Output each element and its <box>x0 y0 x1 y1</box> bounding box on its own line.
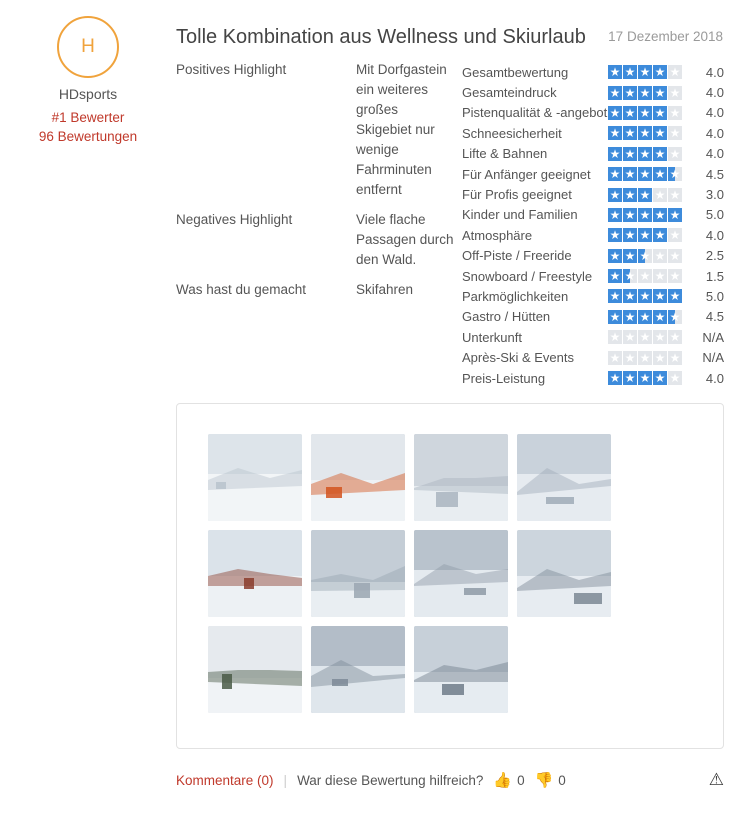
highlight-label: Positives Highlight <box>176 62 287 77</box>
photo-grid <box>208 434 660 713</box>
star-icon: ★ <box>639 85 651 100</box>
star-icon: ★ <box>654 187 666 202</box>
highlight-row <box>176 60 456 200</box>
star-icon: ★ <box>624 248 636 263</box>
review-author <box>0 0 176 146</box>
rating-label: Lifte & Bahnen <box>462 146 548 162</box>
rating-value: 4.5 <box>705 309 724 325</box>
rating-row <box>462 123 724 143</box>
star-icon: ★ <box>669 105 681 120</box>
gallery-photo[interactable] <box>208 434 302 521</box>
star-icon: ★ <box>669 126 681 141</box>
rating-label: Preis-Leistung <box>462 370 546 386</box>
star-icon: ★ <box>654 289 666 304</box>
star-icon: ★ <box>609 126 621 141</box>
star-icon: ★ <box>669 289 681 304</box>
gallery-photo[interactable] <box>311 626 405 713</box>
star-icon: ★ <box>624 105 636 120</box>
rating-label: Unterkunft <box>462 329 522 345</box>
star-icon: ★ <box>669 65 681 80</box>
star-icon: ★ <box>654 248 666 263</box>
rating-value: 4.0 <box>705 146 724 162</box>
star-icon: ★ <box>669 309 681 324</box>
star-icon: ★ <box>639 371 651 386</box>
star-icon: ★ <box>624 167 636 182</box>
rating-value: 4.0 <box>705 105 724 121</box>
star-icon: ★ <box>609 65 621 80</box>
star-icon: ★ <box>609 309 621 324</box>
star-rating <box>608 289 686 303</box>
gallery-photo[interactable] <box>414 626 508 713</box>
rating-row <box>462 266 724 286</box>
star-icon: ★ <box>669 330 681 345</box>
report-icon[interactable]: ⚠ <box>708 770 724 789</box>
star-icon: ★ <box>624 146 636 161</box>
star-icon: ★ <box>669 269 681 284</box>
star-icon: ★ <box>609 289 621 304</box>
rating-row <box>462 205 724 225</box>
rating-value: 4.0 <box>705 85 724 101</box>
rating-label: Après-Ski & Events <box>462 350 574 366</box>
star-icon: ★ <box>609 350 621 365</box>
star-rating <box>608 310 686 324</box>
star-icon: ★ <box>624 289 636 304</box>
rating-row <box>462 103 724 123</box>
star-rating <box>608 167 686 181</box>
thumbs-down-icon[interactable]: 👎 <box>534 772 554 789</box>
star-icon: ★ <box>669 146 681 161</box>
star-icon: ★ <box>639 207 651 222</box>
star-icon: ★ <box>639 146 651 161</box>
rating-value: 4.0 <box>705 370 724 386</box>
star-icon: ★ <box>654 126 666 141</box>
rating-label: Pistenqualität & -angebot <box>462 105 608 121</box>
rating-row <box>462 246 724 266</box>
star-icon: ★ <box>639 65 651 80</box>
rating-value: 4.5 <box>705 166 724 182</box>
star-icon: ★ <box>609 269 621 284</box>
star-rating <box>608 351 686 365</box>
highlight-value: Mit Dorfgastein ein weiteres großes Skigebiet nur wenige Fahrminuten entfernt <box>356 62 447 197</box>
star-icon: ★ <box>609 330 621 345</box>
star-icon: ★ <box>669 85 681 100</box>
star-rating <box>608 106 686 120</box>
divider: | <box>283 772 288 788</box>
star-icon: ★ <box>654 207 666 222</box>
star-icon: ★ <box>639 105 651 120</box>
ratings-list <box>462 62 724 388</box>
star-icon: ★ <box>624 269 636 284</box>
star-icon: ★ <box>654 228 666 243</box>
star-icon: ★ <box>624 85 636 100</box>
star-icon: ★ <box>624 371 636 386</box>
rating-value: 4.0 <box>705 125 724 141</box>
star-rating <box>608 249 686 263</box>
rating-row <box>462 82 724 102</box>
review-date: 17 Dezember 2018 <box>608 29 723 44</box>
star-icon: ★ <box>624 187 636 202</box>
rating-value: 3.0 <box>705 187 724 203</box>
gallery-photo[interactable] <box>517 434 611 521</box>
author-rank[interactable]: #1 Bewerter <box>51 110 125 125</box>
star-icon: ★ <box>639 289 651 304</box>
rating-label: Für Profis geeignet <box>462 187 572 203</box>
thumbs-up-count: 0 <box>517 772 525 788</box>
star-icon: ★ <box>654 330 666 345</box>
star-icon: ★ <box>669 187 681 202</box>
star-rating <box>608 65 686 79</box>
star-icon: ★ <box>669 228 681 243</box>
star-rating <box>608 126 686 140</box>
rating-value: N/A <box>702 329 724 345</box>
rating-label: Kinder und Familien <box>462 207 578 223</box>
star-icon: ★ <box>609 187 621 202</box>
avatar <box>57 16 119 78</box>
gallery-photo[interactable] <box>517 530 611 617</box>
avatar-initial: H <box>81 36 95 57</box>
gallery-photo[interactable] <box>414 530 508 617</box>
helpful-question: War diese Bewertung hilfreich? <box>297 772 484 788</box>
rating-label: Gesamteindruck <box>462 85 557 101</box>
highlight-value: Viele flache Passagen durch den Wald. <box>356 212 454 267</box>
gallery-photo[interactable] <box>414 434 508 521</box>
star-rating <box>608 86 686 100</box>
star-icon: ★ <box>654 146 666 161</box>
author-review-count[interactable]: 96 Bewertungen <box>38 129 138 144</box>
rating-label: Off-Piste / Freeride <box>462 248 572 264</box>
star-rating <box>608 371 686 385</box>
star-icon: ★ <box>639 330 651 345</box>
gallery-photo[interactable] <box>311 434 405 521</box>
highlight-row <box>176 280 456 300</box>
star-icon: ★ <box>639 309 651 324</box>
star-rating <box>608 330 686 344</box>
star-rating <box>608 208 686 222</box>
comments-link[interactable]: Kommentare (0) <box>176 772 274 788</box>
thumbs-up-icon[interactable]: 👍 <box>493 772 513 789</box>
star-rating <box>608 228 686 242</box>
rating-value: 5.0 <box>705 207 724 223</box>
star-icon: ★ <box>669 248 681 263</box>
star-icon: ★ <box>624 65 636 80</box>
star-icon: ★ <box>654 105 666 120</box>
rating-value: 4.0 <box>705 64 724 80</box>
star-icon: ★ <box>654 371 666 386</box>
gallery-photo[interactable] <box>311 530 405 617</box>
star-icon: ★ <box>624 207 636 222</box>
author-name: HDsports <box>58 86 118 102</box>
star-icon: ★ <box>639 126 651 141</box>
star-icon: ★ <box>624 330 636 345</box>
rating-row <box>462 347 724 367</box>
star-icon: ★ <box>654 65 666 80</box>
rating-row <box>462 286 724 306</box>
star-icon: ★ <box>639 350 651 365</box>
star-icon: ★ <box>609 85 621 100</box>
star-icon: ★ <box>624 309 636 324</box>
star-icon: ★ <box>654 85 666 100</box>
star-icon: ★ <box>609 228 621 243</box>
rating-value: N/A <box>702 350 724 366</box>
highlight-label: Negatives Highlight <box>176 212 293 227</box>
highlights-section <box>176 60 456 310</box>
star-icon: ★ <box>654 309 666 324</box>
thumbs-down-count: 0 <box>558 772 566 788</box>
star-icon: ★ <box>669 371 681 386</box>
star-icon: ★ <box>669 207 681 222</box>
rating-label: Gesamtbewertung <box>462 64 569 80</box>
rating-value: 1.5 <box>705 268 724 284</box>
rating-value: 2.5 <box>705 248 724 264</box>
rating-row <box>462 225 724 245</box>
rating-row <box>462 184 724 204</box>
star-icon: ★ <box>609 146 621 161</box>
star-icon: ★ <box>639 167 651 182</box>
star-icon: ★ <box>624 228 636 243</box>
rating-label: Gastro / Hütten <box>462 309 551 325</box>
star-icon: ★ <box>669 167 681 182</box>
gallery-photo[interactable] <box>208 530 302 617</box>
highlight-row <box>176 210 456 270</box>
rating-row <box>462 307 724 327</box>
rating-value: 5.0 <box>705 288 724 304</box>
highlight-value: Skifahren <box>356 282 414 297</box>
review-footer <box>176 770 724 790</box>
rating-row <box>462 144 724 164</box>
rating-row <box>462 327 724 347</box>
rating-row <box>462 368 724 388</box>
photo-gallery <box>176 403 724 749</box>
star-icon: ★ <box>609 371 621 386</box>
rating-row <box>462 62 724 82</box>
star-icon: ★ <box>654 269 666 284</box>
gallery-photo[interactable] <box>208 626 302 713</box>
star-icon: ★ <box>609 248 621 263</box>
star-icon: ★ <box>639 269 651 284</box>
rating-row <box>462 164 724 184</box>
rating-label: Schneesicherheit <box>462 125 562 141</box>
star-icon: ★ <box>639 187 651 202</box>
star-icon: ★ <box>609 167 621 182</box>
rating-label: Für Anfänger geeignet <box>462 166 591 182</box>
star-icon: ★ <box>609 207 621 222</box>
rating-label: Atmosphäre <box>462 227 533 243</box>
rating-label: Parkmöglichkeiten <box>462 288 569 304</box>
star-rating <box>608 188 686 202</box>
star-icon: ★ <box>639 228 651 243</box>
highlight-label: Was hast du gemacht <box>176 282 307 297</box>
star-icon: ★ <box>669 350 681 365</box>
star-icon: ★ <box>624 350 636 365</box>
star-icon: ★ <box>609 105 621 120</box>
star-icon: ★ <box>624 126 636 141</box>
rating-label: Snowboard / Freestyle <box>462 268 593 284</box>
star-rating <box>608 269 686 283</box>
star-icon: ★ <box>654 167 666 182</box>
star-icon: ★ <box>654 350 666 365</box>
rating-value: 4.0 <box>705 227 724 243</box>
star-rating <box>608 147 686 161</box>
page-title: Tolle Kombination aus Wellness und Skiurlaub <box>176 26 586 48</box>
star-icon: ★ <box>639 248 651 263</box>
